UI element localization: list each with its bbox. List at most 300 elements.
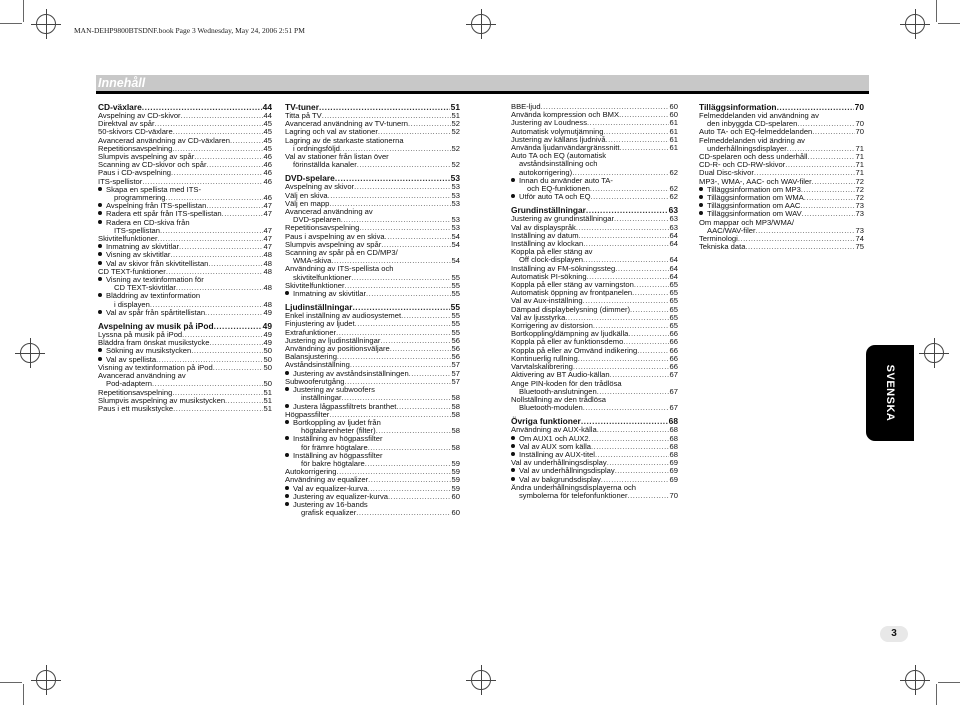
toc-entry-title: Utför auto TA och EQ — [511, 193, 590, 201]
toc-page-number: 70 — [854, 102, 864, 112]
toc-leader-dots — [171, 169, 263, 177]
bullet-icon — [285, 486, 289, 490]
toc-leader-dots — [222, 210, 263, 218]
toc-entry-line: Skapa en spellista med ITS- — [98, 186, 272, 194]
bullet-icon — [98, 211, 102, 215]
bullet-icon — [98, 348, 102, 352]
toc-entry-title: Repetitionsavspelning — [98, 387, 173, 397]
toc-page-number: 47 — [263, 234, 272, 244]
toc-entry-title: Inställning av AUX-titel — [511, 451, 595, 459]
toc-entry-title: Aktivering av BT Audio-källan — [511, 370, 610, 380]
crop-mark — [938, 23, 960, 24]
toc-entry-line: Inställning av högpassfilter — [285, 452, 460, 460]
bullet-icon — [511, 452, 515, 456]
bullet-icon — [98, 187, 102, 191]
toc-entry-title: Automatisk PI-sökning — [511, 271, 587, 281]
toc-entry-title: WMA-skiva — [293, 256, 332, 266]
bullet-icon — [98, 293, 102, 297]
toc-page-number: 47 — [263, 209, 272, 219]
toc-page-number: 45 — [263, 135, 272, 145]
toc-page-number: 53 — [451, 190, 460, 200]
toc-leader-dots — [632, 289, 668, 297]
toc-entry-title: Tilläggsinformation om WAV — [699, 210, 802, 218]
toc-entry-title: i ordningsföljd — [293, 143, 340, 153]
toc-leader-dots — [208, 260, 262, 268]
toc-entry-title: Val av equalizer-kurva — [285, 485, 368, 493]
crop-mark — [936, 684, 937, 705]
toc-page-number: 47 — [263, 242, 272, 252]
toc-entry-title: Extrafunktioner — [285, 327, 337, 337]
toc-page-number: 47 — [263, 225, 272, 235]
toc-leader-dots — [603, 128, 668, 136]
toc-entry-title: Dual Disc-skivor — [699, 168, 754, 178]
bullet-icon — [511, 477, 515, 481]
toc-page-number: 66 — [669, 337, 678, 347]
toc-leader-dots — [620, 144, 669, 152]
toc-page-number: 51 — [263, 403, 272, 413]
bullet-icon — [98, 310, 102, 314]
toc-entry-title: Visning av textinformation på iPod — [98, 362, 213, 372]
toc-page-number: 68 — [669, 425, 678, 435]
toc-leader-dots — [380, 337, 450, 345]
toc-leader-dots — [213, 364, 263, 372]
toc-column-1 — [98, 103, 272, 413]
toc-page-number: 71 — [855, 143, 864, 153]
toc-page-number: 47 — [263, 201, 272, 211]
toc-entry-title: Tekniska data — [699, 242, 746, 252]
toc-entry-line: avståndsinställning och — [519, 159, 598, 169]
toc-leader-dots — [209, 339, 262, 347]
toc-leader-dots — [590, 185, 669, 193]
toc-leader-dots — [637, 347, 668, 355]
toc-page-number: 46 — [263, 176, 272, 186]
page-number: 3 — [880, 626, 908, 642]
toc-page-number: 67 — [669, 370, 678, 380]
toc-entry-title: grafisk equalizer — [301, 508, 357, 518]
toc-page-number: 53 — [451, 198, 460, 208]
bullet-icon — [98, 277, 102, 281]
toc-entry-line: Felmeddelanden vid användning av — [699, 111, 819, 120]
toc-page-number: 50 — [263, 362, 272, 372]
registration-mark — [36, 14, 56, 34]
bullet-icon — [511, 436, 515, 440]
title-underline — [96, 91, 869, 94]
toc-entry-title: Justering av källans ljudnivå — [511, 134, 606, 144]
print-header: MAN-DEHP9800BTSDNF.book Page 3 Wednesday, May 24, 2006 2:51 PM — [74, 26, 305, 35]
toc-page-number: 70 — [855, 119, 864, 129]
toc-page-number: 49 — [263, 330, 272, 340]
toc-entry-title: Paus i CD-avspelning — [98, 168, 172, 178]
toc-leader-dots — [205, 309, 263, 317]
crop-mark — [23, 0, 24, 22]
toc-column-2 — [285, 103, 460, 517]
toc-entry-title: Justering av equalizer-kurva — [285, 493, 388, 501]
toc-entry-title: Bortkoppling/dämpning av ljudkälla — [511, 329, 629, 339]
toc-page-number: 67 — [669, 403, 678, 413]
toc-page-number: 51 — [263, 395, 272, 405]
toc-leader-dots — [390, 345, 451, 353]
toc-page-number: 54 — [451, 239, 460, 249]
bullet-icon — [285, 453, 289, 457]
toc-entry-line: Nollställning av den trådlösa — [511, 394, 606, 404]
toc-entry-title: Slumpvis avspelning av spår — [98, 152, 195, 162]
toc-page-number: 69 — [669, 474, 678, 484]
toc-leader-dots — [756, 227, 855, 235]
crop-mark — [23, 684, 24, 705]
toc-page-number: 50 — [263, 346, 272, 356]
toc-page-number: 55 — [451, 280, 460, 290]
toc-page-number: 53 — [451, 223, 460, 233]
toc-entry-title: Inmatning av skivtitlar — [98, 243, 179, 251]
toc-page-number: 74 — [855, 234, 864, 244]
toc-page-number: 65 — [669, 288, 678, 298]
toc-column-3 — [511, 103, 678, 500]
registration-mark — [905, 14, 925, 34]
toc-entry-title: Val av Aux-inställning — [511, 296, 583, 306]
toc-leader-dots — [328, 192, 451, 200]
toc-entry-title: Val av underhållningsdisplay — [511, 467, 615, 475]
toc-page-number: 46 — [263, 168, 272, 178]
toc-leader-dots — [230, 137, 263, 145]
title-bar — [96, 75, 869, 91]
bullet-icon — [285, 494, 289, 498]
bullet-icon — [98, 357, 102, 361]
toc-entry-title: Justering av ljudinställningar — [285, 335, 381, 345]
toc-leader-dots — [409, 370, 451, 378]
toc-leader-dots — [583, 404, 669, 412]
toc-entry-title: Tilläggsinformation om AAC — [699, 202, 800, 210]
toc-leader-dots — [357, 161, 451, 169]
toc-entry-title: Scanning av CD-skivor och spår — [98, 160, 207, 170]
toc-entry-title: BBE-ljud — [511, 102, 541, 111]
toc-entry-title: Subwooferutgång — [285, 376, 345, 386]
toc-entry-title: AAC/WAV-filer — [707, 225, 756, 235]
toc-leader-dots — [800, 202, 854, 210]
bullet-icon — [699, 195, 703, 199]
toc-entry-title: Avspelning av musik på iPod — [98, 321, 214, 332]
toc-page-number: 57 — [451, 376, 460, 386]
toc-page-number: 57 — [451, 360, 460, 370]
toc-leader-dots — [173, 405, 262, 413]
toc-page-number: 44 — [263, 111, 272, 120]
toc-page-number: 63 — [669, 222, 678, 232]
toc-entry-title: Avståndsinställning — [285, 360, 350, 370]
toc-leader-dots — [597, 388, 669, 396]
toc-page-number: 72 — [855, 184, 864, 194]
toc-page-number: 55 — [451, 311, 460, 321]
toc-page-number: 49 — [263, 338, 272, 348]
registration-mark — [924, 343, 944, 363]
toc-leader-dots — [356, 509, 450, 517]
toc-entry-title: Val av skivor från skivtitellistan — [98, 260, 208, 268]
toc-entry-line: Bläddring av textinformation — [98, 292, 272, 300]
toc-leader-dots — [628, 330, 668, 338]
toc-page-number: 60 — [451, 508, 460, 518]
toc-entry-title: Övriga funktioner — [511, 416, 581, 427]
toc-entry-title: CD TEXT-funktioner — [98, 266, 166, 276]
toc-page-number: 57 — [451, 368, 460, 378]
toc-entry-title: DVD-spelaren — [293, 215, 341, 225]
bullet-icon — [285, 371, 289, 375]
toc-entry-title: Koppla på eller av Omvänd indikering — [511, 345, 638, 355]
toc-leader-dots — [366, 290, 451, 298]
toc-leader-dots — [630, 306, 669, 314]
toc-entry-title: MP3-, WMA-, AAC- och WAV-filer — [699, 176, 812, 186]
toc-leader-dots — [191, 347, 262, 355]
toc-page-number: 72 — [855, 176, 864, 186]
toc-leader-dots — [615, 265, 668, 273]
toc-entry-title: Val av spår från spårtitellistan — [98, 309, 205, 317]
toc-leader-dots — [802, 210, 855, 218]
toc-leader-dots — [179, 243, 263, 251]
toc-page-number: 60 — [451, 491, 460, 501]
toc-entry-title: CD TEXT-skivtitlar — [114, 283, 176, 293]
toc-leader-dots — [597, 426, 669, 434]
toc-page-number: 61 — [669, 118, 678, 128]
toc-entry-title: och EQ-funktionen — [527, 184, 590, 194]
toc-entry-title: Justering av avståndsinställningen — [285, 370, 409, 378]
toc-entry-title: Avspelning av skivor — [285, 182, 355, 192]
registration-mark — [20, 343, 40, 363]
toc-leader-dots — [812, 128, 854, 136]
toc-entry-title: Automatisk öppning av frontpanelen — [511, 288, 633, 298]
toc-entry-line: Ändra underhållningsdisplayerna och — [511, 482, 636, 492]
toc-leader-dots — [396, 403, 450, 411]
toc-leader-dots — [351, 274, 450, 282]
bullet-icon — [285, 436, 289, 440]
toc-page-number: 64 — [669, 263, 678, 273]
toc-page-number: 60 — [669, 102, 678, 111]
toc-page-number: 70 — [855, 127, 864, 137]
toc-entry-title: Justering av Loudness — [511, 118, 587, 128]
toc-page-number: 53 — [451, 182, 460, 192]
toc-entry-title: högtalarenheter (filter) — [301, 426, 376, 436]
toc-page-number: 71 — [855, 168, 864, 178]
bullet-icon — [98, 244, 102, 248]
bullet-icon — [699, 187, 703, 191]
bullet-icon — [98, 252, 102, 256]
toc-entry — [98, 309, 272, 317]
toc-page-number: 45 — [263, 143, 272, 153]
bullet-icon — [511, 468, 515, 472]
toc-entry-title: Slumpvis avspelning av musikstycken — [98, 395, 226, 405]
toc-page-number: 61 — [669, 143, 678, 153]
toc-entry-title: Sökning av musikstycken — [98, 347, 191, 355]
toc-page-number: 55 — [451, 272, 460, 282]
toc-entry-title: Använda ljudanvändargränssnitt — [511, 143, 620, 153]
toc-entry-line: Koppla på eller stäng av — [511, 247, 593, 257]
toc-entry — [511, 492, 678, 500]
toc-page-number: 73 — [855, 201, 864, 211]
toc-leader-dots — [627, 492, 668, 500]
toc-page-number: 56 — [451, 344, 460, 354]
toc-entry-title: Val av displayspråk — [511, 222, 576, 232]
toc-leader-dots — [576, 224, 669, 232]
toc-entry-title: Koppla på eller av funktionsdemo — [511, 337, 624, 347]
toc-page-number: 66 — [669, 345, 678, 355]
toc-leader-dots — [365, 460, 451, 468]
toc-entry-line: Ange PIN-koden för den trådlösa — [511, 378, 622, 388]
toc-entry-title: den inbyggda CD-spelaren — [707, 119, 798, 129]
language-tab — [866, 345, 914, 441]
toc-entry-title: Inställning av FM-sökningssteg — [511, 263, 616, 273]
toc-entry-title: Val av ljusstyrka — [511, 312, 566, 322]
toc-page-number: 46 — [263, 193, 272, 203]
toc-page-number: 59 — [451, 467, 460, 477]
bullet-icon — [98, 220, 102, 224]
toc-page-number: 65 — [669, 312, 678, 322]
toc-page-number: 67 — [669, 386, 678, 396]
toc-page-number: 65 — [669, 321, 678, 331]
toc-entry-line: Scanning av spår på en CD/MP3/ — [285, 248, 398, 258]
toc-leader-dots — [738, 235, 855, 243]
registration-mark — [36, 670, 56, 690]
toc-page-number: 48 — [263, 266, 272, 276]
toc-entry-title: Titta på TV — [285, 111, 322, 120]
toc-entry-title: Bluetooth-modulen — [519, 403, 583, 413]
toc-entry-line: Avancerad användning av — [98, 371, 186, 381]
toc-page-number: 66 — [669, 362, 678, 372]
toc-entry-title: Automatisk volymutjämning — [511, 126, 604, 136]
toc-entry-title: autokorrigering) — [519, 167, 573, 177]
toc-entry-title: inställningar — [301, 393, 342, 403]
toc-page-number: 59 — [451, 475, 460, 485]
bullet-icon — [285, 387, 289, 391]
toc-leader-dots — [354, 183, 450, 191]
toc-page-number: 62 — [669, 167, 678, 177]
crop-mark — [938, 682, 960, 683]
toc-entry-title: Direktval av spår — [98, 119, 155, 129]
bullet-icon — [699, 211, 703, 215]
toc-page-number: 64 — [669, 239, 678, 249]
toc-entry-title: Enkel inställning av audiosystemet — [285, 311, 402, 321]
toc-entry-line: Om mappar och MP3/WMA/ — [699, 217, 794, 227]
toc-entry-line: Lagring av de starkaste stationerna — [285, 135, 404, 145]
toc-entry-title: Korrigering av distorsion — [511, 321, 593, 331]
registration-mark — [471, 14, 491, 34]
toc-leader-dots — [745, 243, 854, 251]
toc-page-number: 52 — [451, 119, 460, 129]
toc-page-number: 55 — [450, 302, 460, 313]
toc-page-number: 55 — [451, 319, 460, 329]
toc-entry-title: Repetitionsavspelning — [285, 223, 360, 233]
toc-entry-title: Val av spellista — [98, 356, 156, 364]
toc-entry-title: DVD-spelare — [285, 173, 335, 184]
toc-entry-line: Felmeddelanden vid ändring av — [699, 135, 805, 145]
toc-entry-title: 50-skivors CD-växlare — [98, 127, 173, 137]
toc-entry-line: Bortkoppling av ljudet från — [285, 419, 460, 427]
toc-entry-title: Finjustering av ljudet — [285, 319, 355, 329]
page-title: Innehåll — [98, 76, 146, 90]
toc-entry-line: Justering av subwoofers — [285, 386, 460, 394]
toc-leader-dots — [319, 103, 450, 112]
toc-page-number: 56 — [451, 352, 460, 362]
toc-page-number: 71 — [855, 152, 864, 162]
toc-leader-dots — [615, 467, 669, 475]
toc-leader-dots — [408, 120, 451, 128]
toc-page-number: 50 — [263, 379, 272, 389]
toc-leader-dots — [807, 153, 854, 161]
toc-page-number: 64 — [669, 230, 678, 240]
toc-entry-title: Visning av skivtitlar — [98, 251, 170, 259]
toc-page-number: 54 — [451, 231, 460, 241]
toc-page-number: 52 — [451, 127, 460, 137]
toc-leader-dots — [619, 111, 668, 119]
toc-page-number: 72 — [855, 193, 864, 203]
toc-entry-title: Grundinställningar — [511, 205, 586, 216]
registration-mark — [471, 670, 491, 690]
toc-page-number: 59 — [451, 483, 460, 493]
toc-page-number: 48 — [263, 250, 272, 260]
toc-page-number: 65 — [669, 296, 678, 306]
toc-entry-title: Avspelning från ITS-spellistan — [98, 202, 206, 210]
toc-page-number: 44 — [262, 102, 272, 112]
toc-entry-title: Avancerad användning av TV-tunern — [285, 119, 408, 129]
toc-page-number: 69 — [669, 458, 678, 468]
toc-page-number: 52 — [451, 160, 460, 170]
toc-leader-dots — [578, 355, 669, 363]
toc-entry-title: underhållningsdisplayer — [707, 143, 787, 153]
toc-page-number: 55 — [451, 289, 460, 299]
toc-entry-title: Justera lågpassfiltrets branthet — [285, 403, 396, 411]
toc-entry-title: Off clock-displayen — [519, 255, 584, 265]
toc-entry-title: Om AUX1 och AUX2 — [511, 435, 589, 443]
toc-page-number: 45 — [263, 127, 272, 137]
bullet-icon — [285, 291, 289, 295]
toc-page-number: 73 — [855, 209, 864, 219]
toc-entry-title: skivtitelfunktioner — [293, 272, 352, 282]
toc-leader-dots — [589, 435, 669, 443]
toc-page-number: 46 — [263, 152, 272, 162]
toc-entry — [285, 290, 460, 298]
toc-entry-title: CD-växlare — [98, 102, 142, 112]
toc-leader-dots — [801, 186, 855, 194]
toc-page-number: 58 — [451, 442, 460, 452]
toc-entry-title: Tilläggsinformation — [699, 102, 777, 112]
toc-entry-title: Kontinuerlig rullning — [511, 353, 578, 363]
toc-entry — [511, 404, 678, 412]
toc-entry-line: Auto TA och EQ (automatisk — [511, 151, 607, 161]
toc-entry-title: CD-spelaren och dess underhåll — [699, 152, 808, 162]
bullet-icon — [285, 420, 289, 424]
toc-entry-title: i displayen — [114, 299, 150, 309]
toc-page-number: 63 — [669, 214, 678, 224]
toc-entry-title: Val av bakgrundsdisplay — [511, 476, 601, 484]
toc-entry — [285, 509, 460, 517]
toc-page-number: 49 — [262, 321, 272, 332]
toc-leader-dots — [181, 112, 263, 120]
toc-page-number: 66 — [669, 353, 678, 363]
toc-page-number: 49 — [263, 307, 272, 317]
toc-entry-title: Användning av equalizer — [285, 475, 369, 485]
toc-entry-title: Skivtitelfunktioner — [98, 234, 158, 244]
toc-entry-title: Paus i ett musikstycke — [98, 403, 174, 413]
toc-page-number: 73 — [855, 225, 864, 235]
toc-page-number: 70 — [669, 490, 678, 500]
toc-page-number: 61 — [669, 126, 678, 136]
toc-leader-dots — [579, 232, 669, 240]
toc-page-number: 58 — [451, 393, 460, 403]
toc-entry-title: Använda kompression och BMX — [511, 110, 620, 120]
toc-leader-dots — [355, 320, 451, 328]
toc-leader-dots — [376, 427, 451, 435]
toc-entry-title: ITS-spellistor — [98, 176, 143, 186]
toc-entry-line: Innan du använder auto TA- — [511, 177, 678, 185]
toc-entry-title: Auto TA- och EQ-felmeddelanden — [699, 127, 813, 137]
toc-entry-title: Tilläggsinformation om WMA — [699, 194, 804, 202]
toc-page-number: 53 — [450, 173, 460, 184]
toc-page-number: 61 — [669, 134, 678, 144]
